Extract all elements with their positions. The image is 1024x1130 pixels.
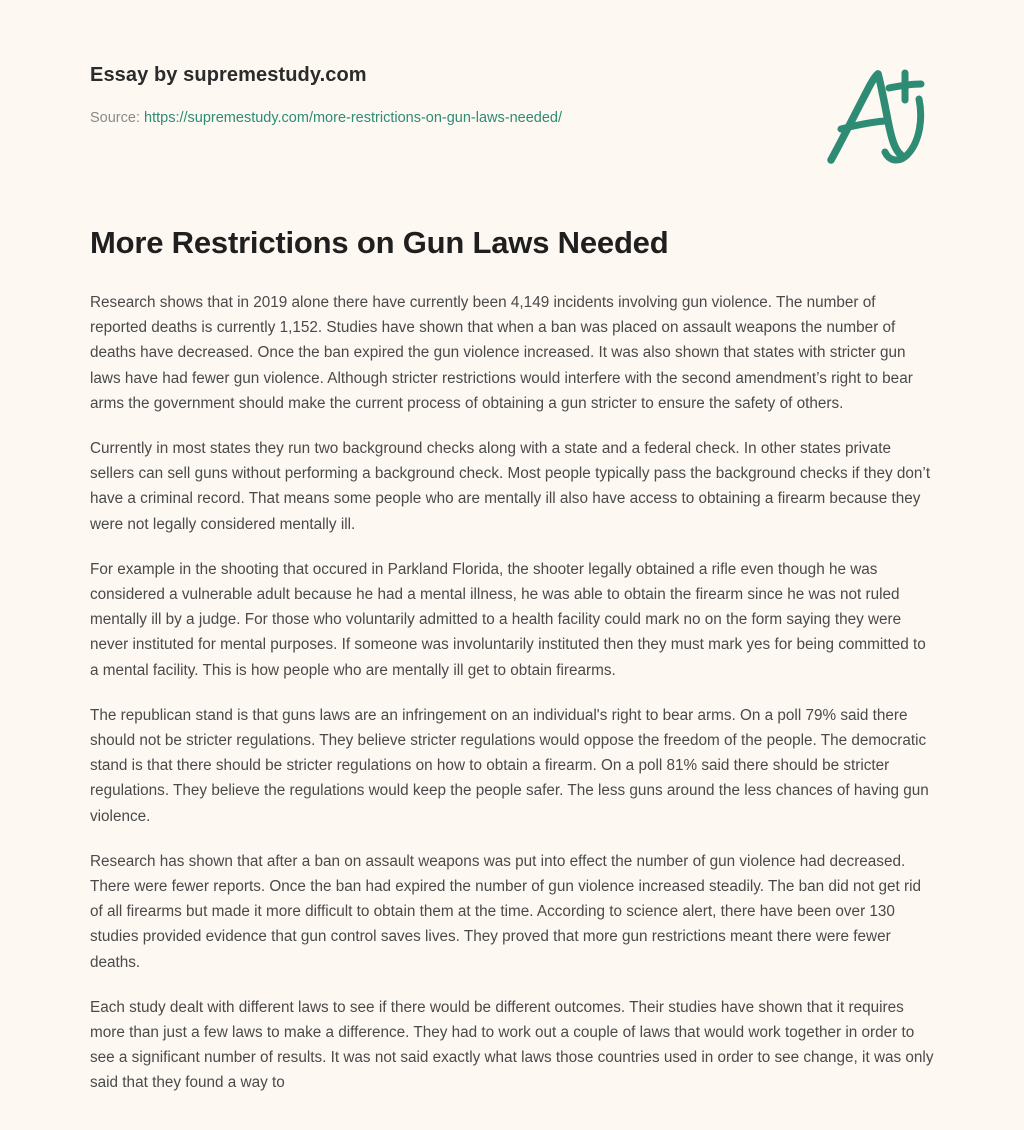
paragraph: Each study dealt with different laws to see if there would be different outcomes. Their studies have shown that it requires more than just a few laws to make a difference. They had to work out a couple of laws that would work together in order to see a significant number of results. It was not said exactly what laws those countries used in order to see change, it was only said that they found a way to: [90, 998, 934, 1092]
page-title: More Restrictions on Gun Laws Needed: [90, 225, 669, 260]
page-header: [90, 0, 934, 128]
paragraph: Research shows that in 2019 alone there have currently been 4,149 incidents involving gun violence. The number of reported deaths is currently 1,152. Studies have shown that when a ban was placed on assault weapons the number of deaths have decreased. Once the ban expired the gun violence increased. It was also shown that states with stricter gun laws have had fewer gun violence. Although stricter restrictions would interfere with the second amendment’s right to bear arms the government should make the current process of obtaining a gun stricter to ensure the safety of others.: [90, 294, 913, 412]
source-url-link[interactable]: https://supremestudy.com/more-restrictions-on-gun-laws-needed/: [144, 110, 563, 126]
source-line: [90, 108, 934, 128]
paragraph: For example in the shooting that occured in Parkland Florida, the shooter legally obtained a rifle even though he was considered a vulnerable adult because he had a mental illness, he was able to obtain the firearm since he was not ruled mentally ill by a judge. For those who voluntarily admitted to a health facility could mark no on the form saying they were never instituted for mental purposes. If someone was involuntarily instituted then they must mark yes for being committed to a mental facility. This is how people who are mentally ill get to obtain firearms.: [90, 560, 926, 679]
source-label: Source:: [90, 110, 140, 126]
paragraph: The republican stand is that guns laws are an infringement on an individual's right to bear arms. On a poll 79% said there should not be stricter regulations. They believe stricter regulations would oppose the freedom of the people. The democratic stand is that there should be stricter regulations on how to obtain a firearm. On a poll 81% said there should be stricter regulations. They believe the regulations would keep the people safer. The less guns around the less chances of having gun violence.: [90, 706, 929, 825]
article-body: [90, 262, 934, 1096]
paragraph: Currently in most states they run two background checks along with a state and a federal check. In other states private sellers can sell guns without performing a background check. Most people typically pass the background checks if they don’t have a criminal record. That means some people who are mentally ill also have access to obtaining a firearm because they were not legally considered mentally ill.: [90, 440, 931, 533]
byline: Essay by supremestudy.com: [90, 64, 367, 86]
paragraph: Research has shown that after a ban on assault weapons was put into effect the number of gun violence had decreased. There were fewer reports. Once the ban had expired the number of gun violence increased steadily. The ban did not get rid of all firearms but made it more difficult to obtain them at the time. According to science alert, there have been over 130 studies provided evidence that gun control saves lives. They proved that more gun restrictions meant there were fewer deaths.: [90, 852, 922, 971]
